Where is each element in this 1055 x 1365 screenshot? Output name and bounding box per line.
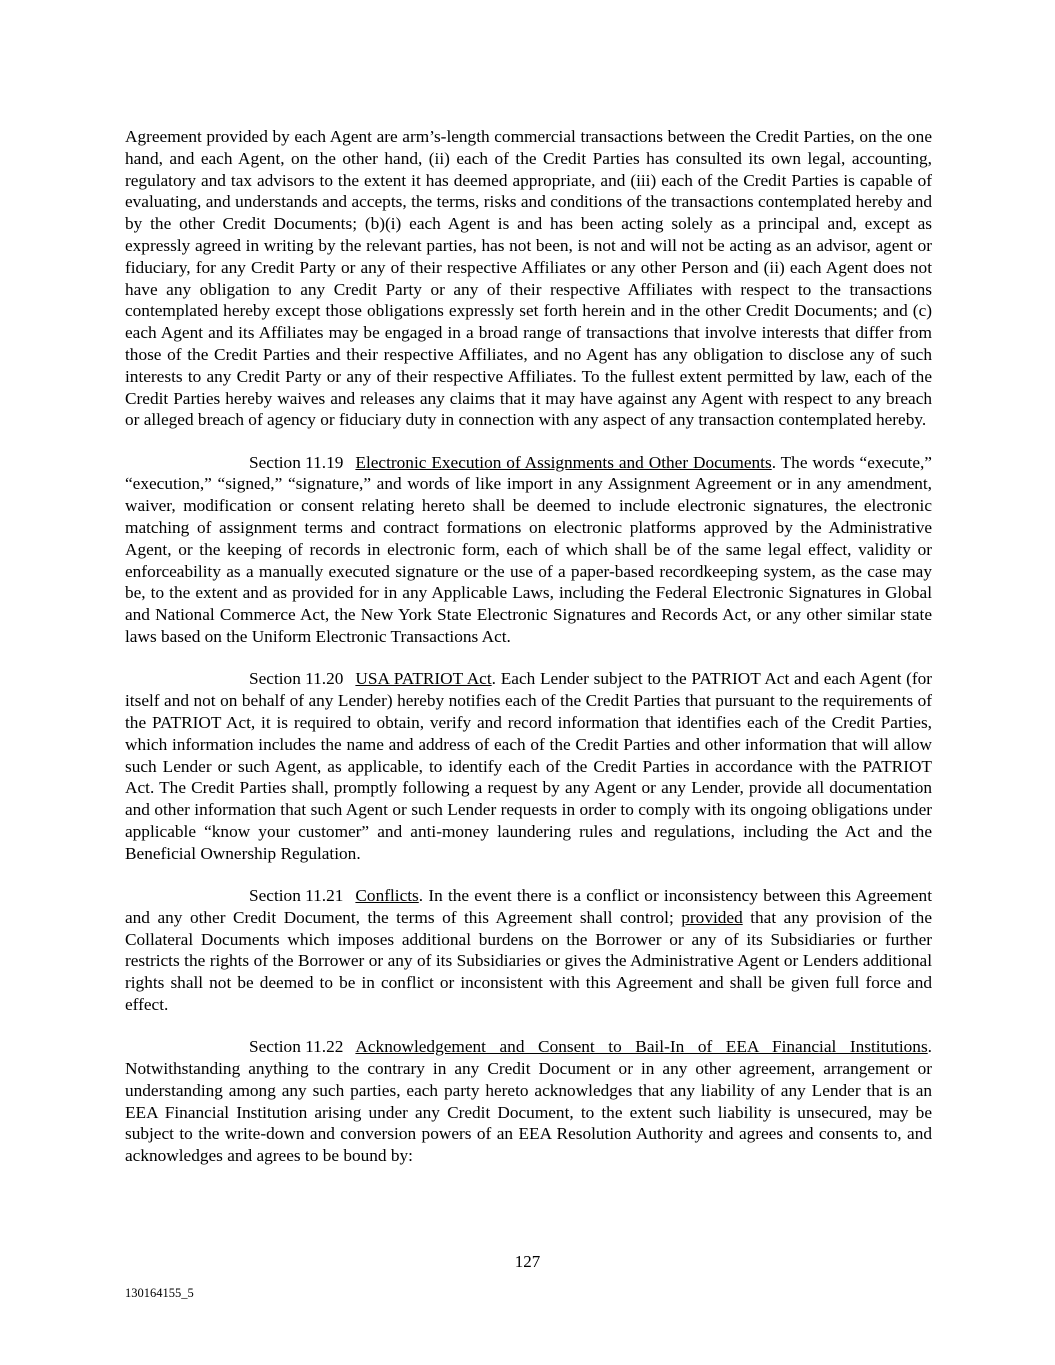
section-number: Section 11.22	[249, 1037, 344, 1057]
section-text: Each Lender subject to the PATRIOT Act and each Agent (for itself and not on behalf of any Lender) hereby notifies each of the Credit Parties that pursuant to the requirements of the PATRIOT Act, it is required to obtain, verify and record information that identifies each of the Credit Parties, which information includes the name and address of each of the Credit Parties and other information that will allow such Lender or such Agent, as applicable, to identify each of the Credit Parties in accordance with the PATRIOT Act. The Credit Parties shall, promptly following a request by any Agent or any Lender, provide all documentation and other information that such Agent or such Lender requests in order to comply with its ongoing obligations under applicable “know your customer” and anti-money laundering rules and regulations, including the Act and the Beneficial Ownership Regulation.	[125, 669, 933, 863]
section-title-punct: .	[418, 886, 429, 905]
provided-term: provided	[681, 907, 743, 927]
section-number: Section 11.20	[249, 669, 344, 689]
section-number: Section 11.19	[249, 452, 344, 472]
section-text-b: that any provision of the Collateral Documents which imposes additional burdens on the Borrower or any of its Subsidiaries or further restricts the rights of the Borrower or any of its Subsidiaries or gives the Administrative Agent or Lenders additional rights shall not be deemed to be in conflict or inconsistent with this Agreement and shall be given full force and effect.	[125, 907, 932, 1014]
section-text-a: In the event there is a conflict or inconsistency between this Agreement and any other Credit Document, the terms of this Agreement shall control;	[125, 886, 933, 927]
section-title-punct: .	[771, 452, 781, 472]
section-11-20	[125, 668, 932, 864]
paragraph-continuation	[125, 126, 932, 431]
section-text: Notwithstanding anything to the contrary in any Credit Document or in any other agreement, arrangement or understanding among any such parties, each party hereto acknowledges that any liability of any Lender that is an EEA Financial Institution arising under any Credit Document, to the extent such liability is unsecured, may be subject to the write-down and conversion powers of an EEA Resolution Authority and agrees and consents to, and acknowledges and agrees to be bound by:	[125, 1059, 932, 1166]
document-body	[125, 126, 932, 1188]
section-title-punct: .	[491, 669, 501, 689]
section-text: The words “execute,” “execution,” “signed,” “signature,” and words of like import in any Assignment Agreement or in any amendment, waiver, modification or consent relating hereto shall be deemed to include electronic signatures, the electronic matching of assignment terms and contract formations on electronic platforms approved by the Administrative Agent, or the keeping of records in electronic form, each of which shall be of the same legal effect, validity or enforceability as a manually executed signature or the use of a paper-based recordkeeping system, as the case may be, to the extent and as provided for in any Applicable Laws, including the Federal Electronic Signatures in Global and National Commerce Act, the New York State Electronic Signatures and Records Act, or any other similar state laws based on the Uniform Electronic Transactions Act.	[125, 452, 932, 647]
section-title: Electronic Execution of Assignments and Other Documents	[355, 452, 772, 472]
section-title: Acknowledgement and Consent to Bail-In of EEA Financial Institutions	[355, 1037, 928, 1057]
paragraph-text: Agreement provided by each Agent are arm’s-length commercial transactions between the Credit Parties, on the one hand, and each Agent, on the other hand, (ii) each of the Credit Parties has consulted its own legal, accounting, regulatory and tax advisors to the extent it has deemed appropriate, and (iii) each of the Credit Parties is capable of evaluating, and understands and accepts, the terms, risks and conditions of the transactions contemplated hereby and by the other Credit Documents; (b)(i) each Agent is and has been acting solely as a principal and, except as expressly agreed in writing by the relevant parties, has not been, is not and will not be acting as an advisor, agent or fiduciary, for any Credit Party or any of their respective Affiliates or any other Person and (ii) each Agent does not have any obligation to any Credit Party or any of their respective Affiliates with respect to the transactions contemplated hereby except those obligations expressly set forth herein and in the other Credit Documents; and (c) each Agent and its Affiliates may be engaged in a broad range of transactions that involve interests that differ from those of the Credit Parties and their respective Affiliates, and no Agent has any obligation to disclose any of such interests to any Credit Party or any of their respective Affiliates. To the fullest extent permitted by law, each of the Credit Parties hereby waives and releases any claims that it may have against any Agent with respect to any breach or alleged breach of agency or fiduciary duty in connection with any aspect of any transaction contemplated hereby.	[125, 127, 932, 430]
section-number: Section 11.21	[249, 886, 344, 905]
page-number: 127	[514, 1252, 541, 1271]
section-11-19	[125, 452, 932, 648]
section-11-21	[125, 885, 932, 1016]
section-title: USA PATRIOT Act	[355, 669, 492, 689]
section-11-22	[125, 1036, 932, 1167]
document-id: 130164155_5	[125, 1286, 194, 1300]
section-title-punct: .	[927, 1037, 932, 1057]
section-title: Conflicts	[355, 886, 419, 905]
